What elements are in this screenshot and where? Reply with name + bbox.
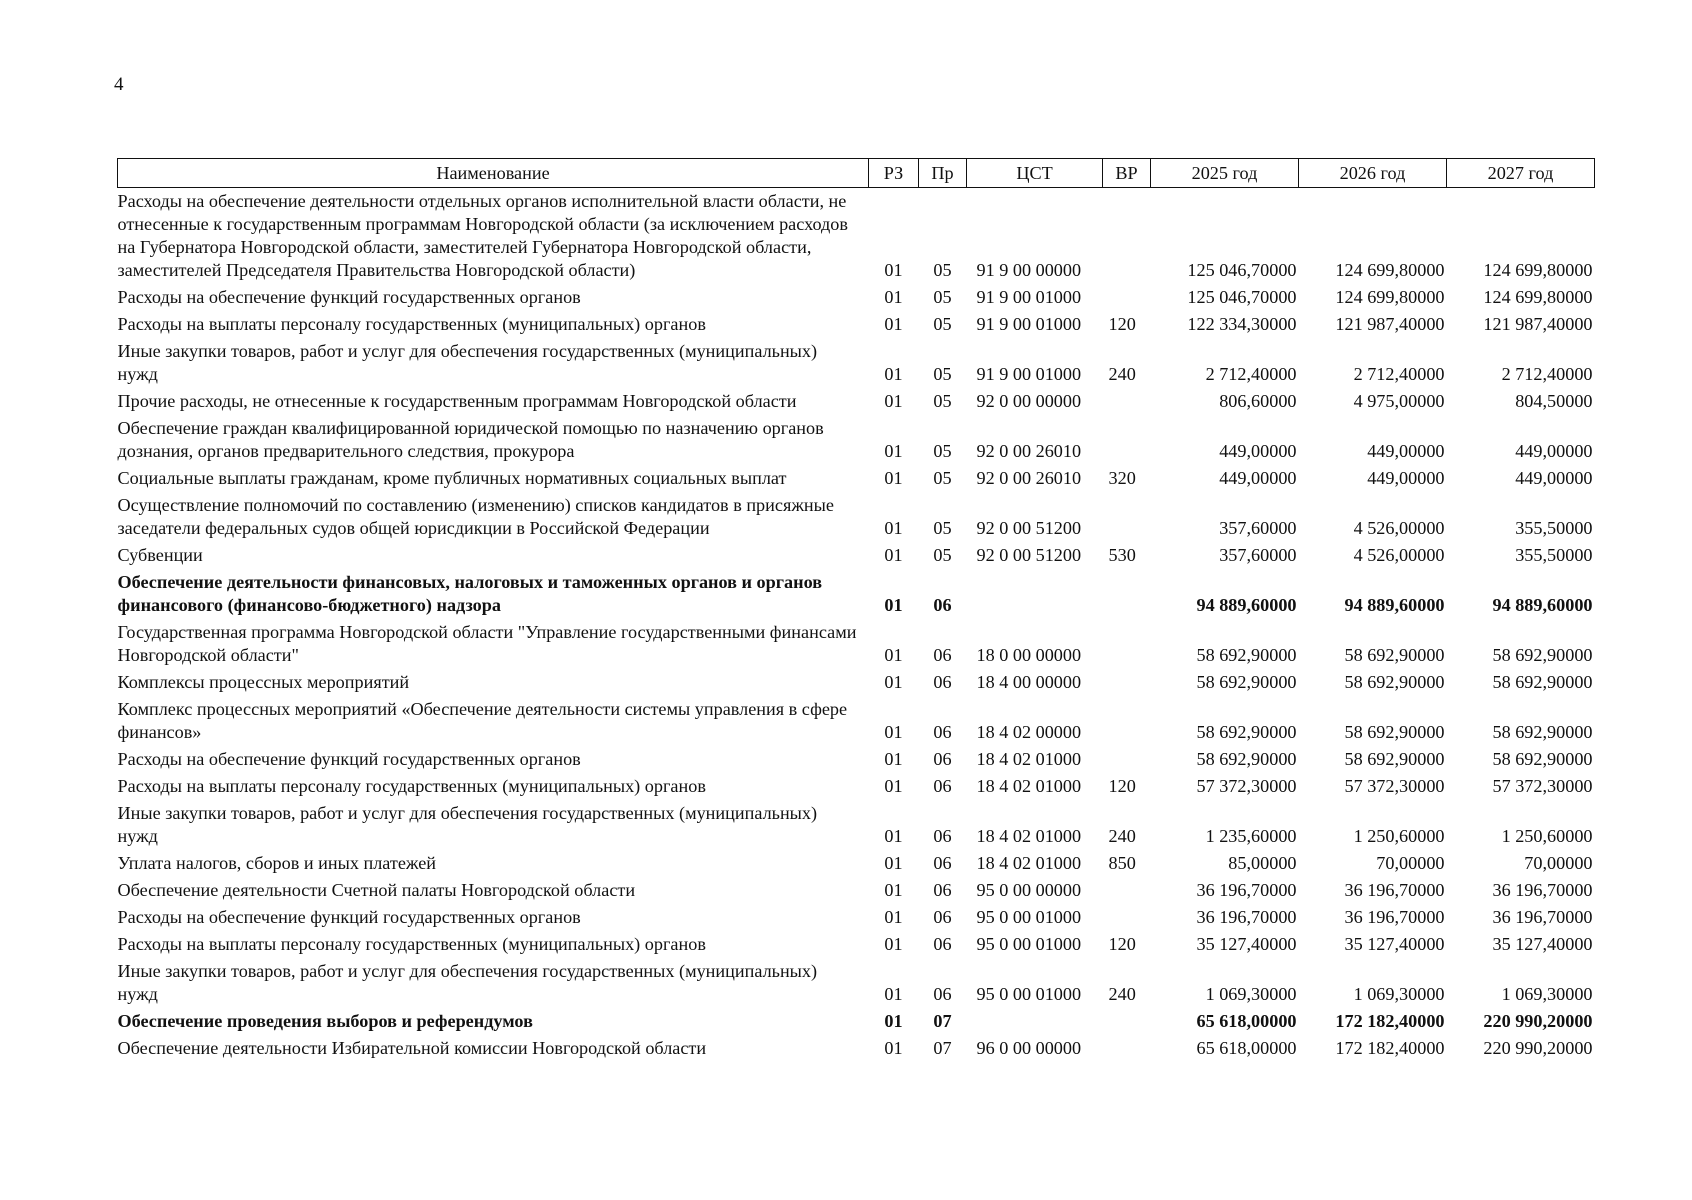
cell-rz: 01 xyxy=(884,776,903,796)
cell-name: Иные закупки товаров, работ и услуг для обеспечения государственных (муниципальных) нужд xyxy=(117,803,818,846)
cell-cst: 95 0 00 00000 xyxy=(976,880,1082,900)
cell-rz: 01 xyxy=(884,595,903,615)
cell-vr: 240 xyxy=(1108,364,1136,384)
cell-cst: 96 0 00 00000 xyxy=(976,1038,1082,1058)
cell-y2025: 58 692,90000 xyxy=(1196,722,1297,742)
cell-cst: 91 9 00 01000 xyxy=(976,314,1082,334)
cell-cst xyxy=(967,569,1103,619)
cell-name: Иные закупки товаров, работ и услуг для обеспечения государственных (муниципальных) нужд xyxy=(117,961,818,1004)
cell-vr xyxy=(1103,669,1151,696)
cell-vr xyxy=(1103,388,1151,415)
cell-cst: 92 0 00 51200 xyxy=(976,518,1082,538)
cell-cst: 91 9 00 01000 xyxy=(976,287,1082,307)
cell-pr: 06 xyxy=(933,826,952,846)
cell-y2025: 357,60000 xyxy=(1219,518,1297,538)
cell-y2026: 58 692,90000 xyxy=(1344,722,1445,742)
cell-cst: 92 0 00 26010 xyxy=(976,468,1082,488)
cell-pr: 05 xyxy=(933,260,952,280)
cell-vr: 240 xyxy=(1108,826,1136,846)
cell-y2025: 58 692,90000 xyxy=(1196,645,1297,665)
cell-rz: 01 xyxy=(884,441,903,461)
cell-y2027: 35 127,40000 xyxy=(1492,934,1593,954)
cell-y2025: 58 692,90000 xyxy=(1196,672,1297,692)
table-row xyxy=(118,904,1595,931)
cell-y2026: 124 699,80000 xyxy=(1335,287,1445,307)
cell-vr xyxy=(1103,569,1151,619)
cell-y2027: 36 196,70000 xyxy=(1492,880,1593,900)
header-vr: ВР xyxy=(1103,159,1151,188)
cell-y2027: 449,00000 xyxy=(1515,441,1593,461)
cell-y2027: 58 692,90000 xyxy=(1492,749,1593,769)
header-2025: 2025 год xyxy=(1151,159,1299,188)
cell-pr: 06 xyxy=(933,880,952,900)
cell-cst: 18 4 02 01000 xyxy=(976,749,1082,769)
cell-vr xyxy=(1103,696,1151,746)
cell-y2025: 65 618,00000 xyxy=(1196,1011,1297,1031)
cell-pr: 06 xyxy=(933,645,952,665)
cell-cst: 95 0 00 01000 xyxy=(976,934,1082,954)
cell-rz: 01 xyxy=(884,722,903,742)
cell-cst: 18 4 02 01000 xyxy=(976,826,1082,846)
cell-vr xyxy=(1103,415,1151,465)
cell-rz: 01 xyxy=(884,934,903,954)
cell-name: Расходы на обеспечение функций государственных органов xyxy=(117,287,581,307)
header-name: Наименование xyxy=(118,159,869,188)
cell-pr: 06 xyxy=(933,853,952,873)
cell-rz: 01 xyxy=(884,907,903,927)
cell-rz: 01 xyxy=(884,518,903,538)
cell-cst: 18 0 00 00000 xyxy=(976,645,1082,665)
cell-y2027: 2 712,40000 xyxy=(1501,364,1593,384)
table-row xyxy=(118,388,1595,415)
cell-y2027: 1 250,60000 xyxy=(1501,826,1593,846)
header-2026: 2026 год xyxy=(1299,159,1447,188)
cell-y2025: 449,00000 xyxy=(1219,468,1297,488)
cell-y2026: 70,00000 xyxy=(1376,853,1445,873)
cell-y2027: 804,50000 xyxy=(1515,391,1593,411)
cell-vr: 240 xyxy=(1108,984,1136,1004)
cell-pr: 05 xyxy=(933,391,952,411)
cell-name: Обеспечение деятельности Избирательной комиссии Новгородской области xyxy=(117,1038,707,1058)
cell-y2026: 1 069,30000 xyxy=(1353,984,1445,1004)
cell-cst: 18 4 00 00000 xyxy=(976,672,1082,692)
table-body xyxy=(118,188,1595,1063)
cell-y2025: 125 046,70000 xyxy=(1187,260,1297,280)
cell-rz: 01 xyxy=(884,260,903,280)
cell-y2025: 125 046,70000 xyxy=(1187,287,1297,307)
cell-vr xyxy=(1103,746,1151,773)
table-row xyxy=(118,338,1595,388)
budget-table xyxy=(117,158,1595,1062)
cell-cst: 92 0 00 26010 xyxy=(976,441,1082,461)
cell-name: Государственная программа Новгородской области "Управление государственными финансами Новгородской области" xyxy=(117,622,857,665)
cell-rz: 01 xyxy=(884,749,903,769)
cell-rz: 01 xyxy=(884,314,903,334)
cell-vr xyxy=(1103,284,1151,311)
table-row xyxy=(118,746,1595,773)
cell-y2025: 57 372,30000 xyxy=(1196,776,1297,796)
cell-y2026: 172 182,40000 xyxy=(1335,1011,1445,1031)
cell-y2027: 57 372,30000 xyxy=(1492,776,1593,796)
cell-pr: 06 xyxy=(933,907,952,927)
cell-y2025: 36 196,70000 xyxy=(1196,880,1297,900)
cell-cst: 92 0 00 51200 xyxy=(976,545,1082,565)
cell-pr: 06 xyxy=(933,749,952,769)
table-row xyxy=(118,850,1595,877)
cell-cst: 92 0 00 00000 xyxy=(976,391,1082,411)
cell-name: Обеспечение граждан квалифицированной юридической помощью по назначению органов дознания, органов предварительного следствия, прокурора xyxy=(117,418,824,461)
cell-pr: 05 xyxy=(933,287,952,307)
cell-y2026: 58 692,90000 xyxy=(1344,672,1445,692)
table-row xyxy=(118,696,1595,746)
cell-y2027: 449,00000 xyxy=(1515,468,1593,488)
cell-y2027: 36 196,70000 xyxy=(1492,907,1593,927)
cell-y2027: 70,00000 xyxy=(1524,853,1593,873)
cell-y2025: 806,60000 xyxy=(1219,391,1297,411)
cell-y2026: 121 987,40000 xyxy=(1335,314,1445,334)
cell-y2027: 58 692,90000 xyxy=(1492,645,1593,665)
cell-rz: 01 xyxy=(884,364,903,384)
table-row xyxy=(118,773,1595,800)
header-rz: РЗ xyxy=(869,159,919,188)
cell-y2025: 65 618,00000 xyxy=(1196,1038,1297,1058)
cell-y2025: 2 712,40000 xyxy=(1205,364,1297,384)
cell-rz: 01 xyxy=(884,853,903,873)
cell-cst: 91 9 00 00000 xyxy=(976,260,1082,280)
cell-y2025: 85,00000 xyxy=(1228,853,1297,873)
cell-y2026: 2 712,40000 xyxy=(1353,364,1445,384)
cell-y2027: 121 987,40000 xyxy=(1483,314,1593,334)
cell-y2026: 58 692,90000 xyxy=(1344,749,1445,769)
cell-name: Расходы на обеспечение функций государственных органов xyxy=(117,907,581,927)
cell-name: Расходы на выплаты персоналу государственных (муниципальных) органов xyxy=(117,776,706,796)
cell-y2027: 355,50000 xyxy=(1515,518,1593,538)
cell-cst xyxy=(967,1008,1103,1035)
cell-pr: 05 xyxy=(933,441,952,461)
cell-name: Уплата налогов, сборов и иных платежей xyxy=(117,853,437,873)
cell-cst: 91 9 00 01000 xyxy=(976,364,1082,384)
cell-y2026: 4 526,00000 xyxy=(1353,518,1445,538)
cell-vr: 120 xyxy=(1108,934,1136,954)
cell-vr: 120 xyxy=(1108,314,1136,334)
cell-rz: 01 xyxy=(884,545,903,565)
table-row xyxy=(118,958,1595,1008)
cell-y2025: 1 235,60000 xyxy=(1205,826,1297,846)
table-row xyxy=(118,311,1595,338)
cell-y2026: 58 692,90000 xyxy=(1344,645,1445,665)
cell-pr: 05 xyxy=(933,314,952,334)
cell-name: Комплекс процессных мероприятий «Обеспечение деятельности системы управления в сфере финансов» xyxy=(117,699,848,742)
cell-y2025: 357,60000 xyxy=(1219,545,1297,565)
cell-rz: 01 xyxy=(884,984,903,1004)
cell-name: Социальные выплаты гражданам, кроме публичных нормативных социальных выплат xyxy=(117,468,787,488)
cell-y2027: 124 699,80000 xyxy=(1483,287,1593,307)
cell-rz: 01 xyxy=(884,826,903,846)
cell-y2025: 1 069,30000 xyxy=(1205,984,1297,1004)
cell-pr: 06 xyxy=(933,722,952,742)
table-row xyxy=(118,669,1595,696)
cell-y2025: 58 692,90000 xyxy=(1196,749,1297,769)
cell-pr: 06 xyxy=(933,595,952,615)
cell-y2027: 94 889,60000 xyxy=(1492,595,1593,615)
cell-y2026: 449,00000 xyxy=(1367,468,1445,488)
cell-vr: 850 xyxy=(1108,853,1136,873)
cell-y2025: 449,00000 xyxy=(1219,441,1297,461)
cell-y2026: 36 196,70000 xyxy=(1344,907,1445,927)
table-row xyxy=(118,542,1595,569)
cell-name: Комплексы процессных мероприятий xyxy=(117,672,410,692)
cell-vr xyxy=(1103,1008,1151,1035)
cell-y2026: 4 975,00000 xyxy=(1353,391,1445,411)
cell-name: Расходы на выплаты персоналу государственных (муниципальных) органов xyxy=(117,934,706,954)
cell-cst: 95 0 00 01000 xyxy=(976,907,1082,927)
cell-rz: 01 xyxy=(884,1011,903,1031)
cell-y2026: 36 196,70000 xyxy=(1344,880,1445,900)
table-row xyxy=(118,188,1595,285)
cell-pr: 07 xyxy=(933,1011,952,1031)
cell-rz: 01 xyxy=(884,1038,903,1058)
cell-vr: 120 xyxy=(1108,776,1136,796)
cell-y2025: 35 127,40000 xyxy=(1196,934,1297,954)
cell-pr: 05 xyxy=(933,518,952,538)
cell-y2025: 94 889,60000 xyxy=(1196,595,1297,615)
table-row xyxy=(118,415,1595,465)
cell-rz: 01 xyxy=(884,287,903,307)
cell-rz: 01 xyxy=(884,672,903,692)
cell-pr: 05 xyxy=(933,364,952,384)
cell-y2026: 124 699,80000 xyxy=(1335,260,1445,280)
cell-y2027: 58 692,90000 xyxy=(1492,672,1593,692)
cell-name: Осуществление полномочий по составлению (изменению) списков кандидатов в присяжные заседатели федеральных судов общей юрисдикции в Российской Федерации xyxy=(117,495,834,538)
header-pr: Пр xyxy=(919,159,967,188)
cell-y2026: 94 889,60000 xyxy=(1344,595,1445,615)
header-2027: 2027 год xyxy=(1447,159,1595,188)
cell-cst: 18 4 02 01000 xyxy=(976,853,1082,873)
cell-vr xyxy=(1103,1035,1151,1062)
cell-name: Расходы на обеспечение деятельности отдельных органов исполнительной власти области, не отнесенные к государственным программам Новгородской области (за исключением расходов на Губернатора Новгородской области, заместителей Губернатора Новгородской области, заместителей Председателя Правительства Новгородской области) xyxy=(117,191,848,280)
cell-cst: 18 4 02 00000 xyxy=(976,722,1082,742)
cell-rz: 01 xyxy=(884,391,903,411)
table-row xyxy=(118,800,1595,850)
cell-name: Обеспечение деятельности финансовых, налоговых и таможенных органов и органов финансового (финансово-бюджетного) надзора xyxy=(117,572,823,615)
cell-name: Прочие расходы, не отнесенные к государственным программам Новгородской области xyxy=(117,391,797,411)
cell-y2025: 122 334,30000 xyxy=(1187,314,1297,334)
page-number: 4 xyxy=(114,74,124,95)
cell-vr xyxy=(1103,492,1151,542)
cell-pr: 07 xyxy=(933,1038,952,1058)
cell-y2027: 220 990,20000 xyxy=(1483,1038,1593,1058)
cell-name: Обеспечение деятельности Счетной палаты Новгородской области xyxy=(117,880,636,900)
table-row xyxy=(118,1008,1595,1035)
cell-y2026: 35 127,40000 xyxy=(1344,934,1445,954)
header-cst: ЦСТ xyxy=(967,159,1103,188)
cell-pr: 05 xyxy=(933,545,952,565)
cell-rz: 01 xyxy=(884,880,903,900)
cell-y2027: 124 699,80000 xyxy=(1483,260,1593,280)
cell-vr: 530 xyxy=(1108,545,1136,565)
table-row xyxy=(118,619,1595,669)
table-row xyxy=(118,492,1595,542)
cell-y2027: 355,50000 xyxy=(1515,545,1593,565)
cell-name: Расходы на обеспечение функций государственных органов xyxy=(117,749,581,769)
cell-vr xyxy=(1103,904,1151,931)
cell-name: Субвенции xyxy=(117,545,203,565)
cell-y2026: 449,00000 xyxy=(1367,441,1445,461)
cell-pr: 05 xyxy=(933,468,952,488)
table-row xyxy=(118,465,1595,492)
cell-y2027: 220 990,20000 xyxy=(1483,1011,1593,1031)
cell-pr: 06 xyxy=(933,776,952,796)
cell-vr xyxy=(1103,619,1151,669)
table-row xyxy=(118,1035,1595,1062)
cell-name: Обеспечение проведения выборов и референдумов xyxy=(117,1011,533,1031)
cell-y2026: 172 182,40000 xyxy=(1335,1038,1445,1058)
table-row xyxy=(118,931,1595,958)
cell-vr: 320 xyxy=(1108,468,1136,488)
table-row xyxy=(118,569,1595,619)
cell-name: Расходы на выплаты персоналу государственных (муниципальных) органов xyxy=(117,314,706,334)
cell-vr xyxy=(1103,188,1151,285)
cell-y2027: 1 069,30000 xyxy=(1501,984,1593,1004)
cell-y2026: 1 250,60000 xyxy=(1353,826,1445,846)
cell-name: Иные закупки товаров, работ и услуг для обеспечения государственных (муниципальных) нужд xyxy=(117,341,818,384)
cell-y2026: 4 526,00000 xyxy=(1353,545,1445,565)
table-row xyxy=(118,877,1595,904)
cell-pr: 06 xyxy=(933,934,952,954)
cell-pr: 06 xyxy=(933,984,952,1004)
cell-pr: 06 xyxy=(933,672,952,692)
table-row xyxy=(118,284,1595,311)
cell-y2027: 58 692,90000 xyxy=(1492,722,1593,742)
cell-rz: 01 xyxy=(884,645,903,665)
table-header xyxy=(118,159,1595,188)
cell-rz: 01 xyxy=(884,468,903,488)
cell-cst: 95 0 00 01000 xyxy=(976,984,1082,1004)
cell-vr xyxy=(1103,877,1151,904)
cell-y2026: 57 372,30000 xyxy=(1344,776,1445,796)
cell-y2025: 36 196,70000 xyxy=(1196,907,1297,927)
cell-cst: 18 4 02 01000 xyxy=(976,776,1082,796)
